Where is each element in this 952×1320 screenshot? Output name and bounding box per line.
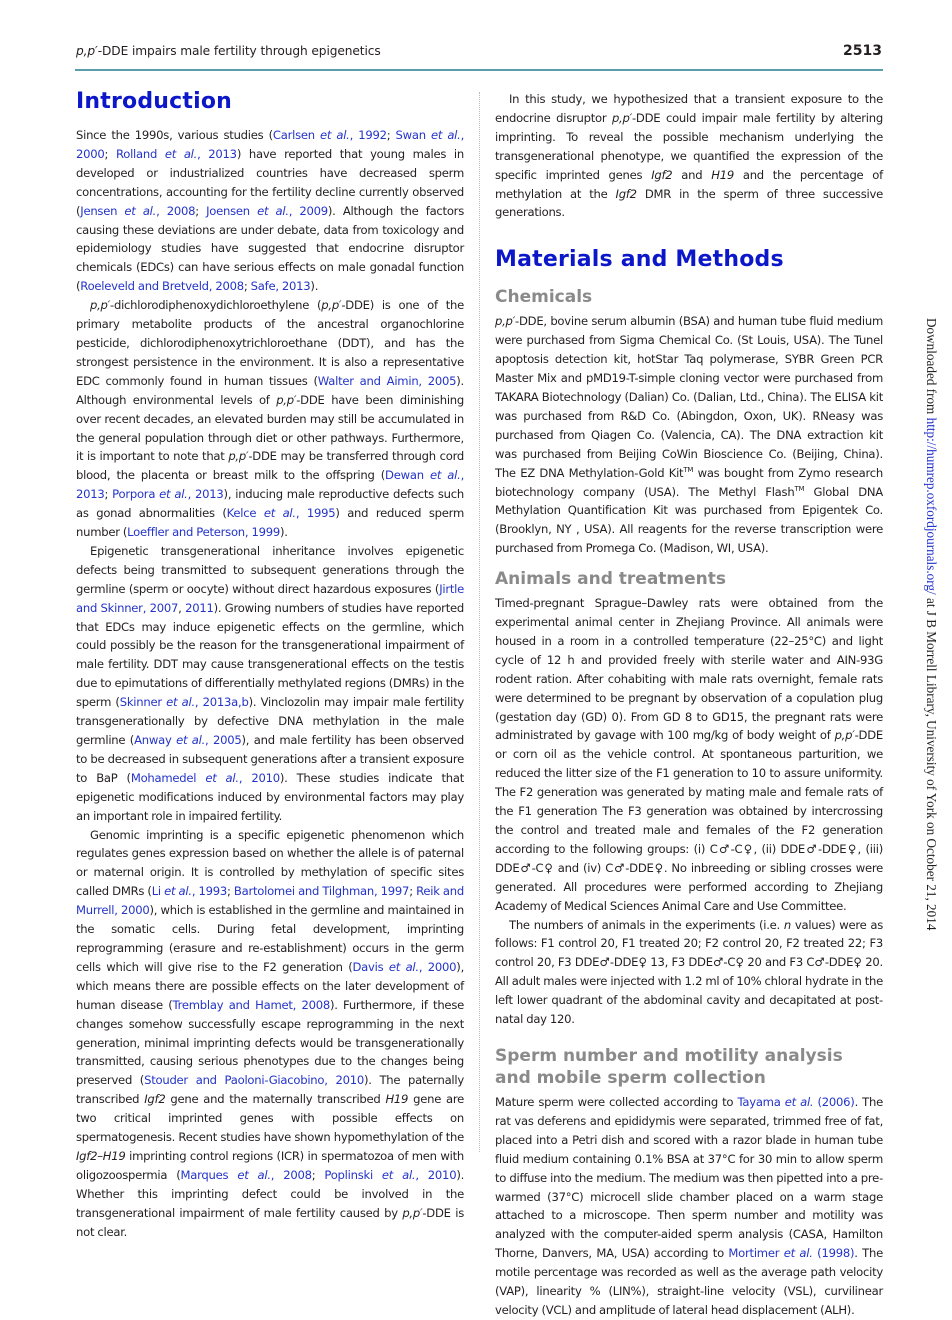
citation-link[interactable]: , 2013 bbox=[76, 468, 465, 502]
citation-link[interactable]: , 2008 bbox=[156, 203, 196, 218]
italic-term: p,p′ bbox=[834, 728, 855, 743]
download-note bbox=[923, 318, 939, 931]
citation-link[interactable]: , 2005 bbox=[205, 733, 242, 747]
sperm-analysis-paragraph bbox=[495, 1093, 883, 1320]
animals-section bbox=[495, 568, 883, 1029]
citation-link[interactable]: Roeleveld and Bretveld, 2008 bbox=[80, 279, 244, 294]
chemicals-section bbox=[495, 286, 883, 558]
italic-term: p,p′ bbox=[611, 110, 632, 125]
left-column bbox=[76, 86, 464, 1241]
text-run: and bbox=[672, 167, 712, 182]
text-run: ; bbox=[227, 884, 234, 899]
citation-link[interactable]: Jirtle and Skinner, 2007 bbox=[76, 581, 464, 615]
citation-link[interactable]: Jensen bbox=[80, 203, 125, 218]
citation-link[interactable]: , 2013 bbox=[187, 487, 224, 502]
citation-link[interactable]: Marques bbox=[180, 1167, 238, 1182]
text-run: Genomic imprinting is a specific epigenetic phenomenon which regulates genes expression based on whether the allele is of paternal or maternal origin. It is controlled by methylation of specific sites called DMRs ( bbox=[76, 827, 464, 899]
text-run: ). These studies indicate that epigenetic modifications induced by environmental factors may play an important role in impaired fertility. bbox=[76, 770, 465, 823]
text-run: -DDE could impair male fertility by altering imprinting. To reveal the possible mechanism underlying the transgenerational phenotype, we quantified the expression of the specific imprinted genes bbox=[495, 110, 883, 182]
italic-term: Igf2 bbox=[615, 186, 637, 201]
citation-link[interactable]: , 1993 bbox=[191, 884, 227, 899]
intro-paragraph-4 bbox=[76, 826, 464, 1242]
text-run: ). Although environmental levels of bbox=[76, 373, 464, 407]
citation-link[interactable]: Loeffler and Peterson, 1999 bbox=[127, 525, 280, 540]
running-head-compound: p,p′ bbox=[76, 44, 98, 58]
citation-link[interactable]: Mohamedel bbox=[130, 770, 206, 785]
citation-link[interactable]: , 2013 bbox=[197, 146, 237, 161]
text-run: Global DNA Methylation Quantification Kit was purchased from Epigentek Co. (Brooklyn, NY , USA). All reagents for the reverse transcription were purchased from Promega Co. (Madison, WI, USA). bbox=[495, 484, 883, 556]
text-run: Since the 1990s, various studies ( bbox=[76, 128, 273, 142]
text-run: ). Whether this imprinting defect could be involved in the transgenerational impairment of male fertility caused by bbox=[76, 1167, 465, 1220]
citation-link[interactable]: Kelce bbox=[226, 506, 264, 521]
citation-link[interactable]: Dewan bbox=[385, 468, 430, 483]
citation-link[interactable]: , 2010 bbox=[415, 1167, 457, 1182]
citation-link[interactable]: Safe, 2013 bbox=[250, 279, 311, 294]
text-run: ), which is established in the germline and maintained in the somatic cells. During fetal development, imprinting reprogramming (erasure and re-establishment) occurs in the germ cells which will give rise to the F2 generation ( bbox=[76, 903, 464, 974]
text-run: . The motile percentage was recorded as well as the average path velocity (VAP), linearity % (LIN%), straight-line velocity (VSL), curvilinear velocity (VCL) and amplitude of lateral head displacement (ALH). bbox=[495, 1246, 883, 1317]
citation-link[interactable]: et al. bbox=[257, 203, 289, 218]
chemicals-heading: Chemicals bbox=[495, 287, 593, 308]
italic-term: p,p′ bbox=[495, 314, 516, 329]
citation-link[interactable]: Carlsen bbox=[272, 128, 320, 142]
citation-link[interactable]: et al. bbox=[237, 1167, 271, 1182]
text-run: ). bbox=[310, 279, 319, 294]
text-run: ), inducing male reproductive defects such as gonad abnormalities ( bbox=[76, 487, 465, 521]
citation-link[interactable]: (2006) bbox=[813, 1094, 855, 1109]
introduction-heading: Introduction bbox=[76, 89, 233, 114]
citation-link[interactable]: et al. bbox=[159, 487, 188, 502]
citation-link[interactable]: Walter and Aimin, 2005 bbox=[317, 373, 457, 388]
citation-link[interactable]: et al. bbox=[164, 146, 198, 161]
text-run: , bbox=[178, 600, 186, 615]
citation-link[interactable]: et al. bbox=[320, 128, 350, 142]
page-number: 2513 bbox=[843, 43, 882, 59]
text-run: -DDE is not clear. bbox=[76, 1205, 464, 1239]
text-run: ; bbox=[104, 487, 113, 502]
text-run: ), and male fertility has been observed to be decreased in subsequent generations after a transient exposure to BaP ( bbox=[76, 733, 464, 785]
italic-term: H19 bbox=[102, 1148, 126, 1163]
header-rule bbox=[75, 69, 883, 71]
text-run: ). Furthermore, if these changes somehow successfully escape reprogramming in the next generation, minimal imprinting defects would be transgenerationally transmitted, causing serious phenotypes due to the changes being preserved ( bbox=[76, 997, 464, 1088]
text-run: ; bbox=[104, 146, 116, 161]
text-run: imprinting control regions (ICR) in spermatozoa of men with oligozoospermia ( bbox=[76, 1148, 464, 1182]
citation-link[interactable]: , 2013a,b bbox=[194, 695, 249, 710]
citation-link[interactable]: Anway bbox=[134, 733, 177, 747]
citation-link[interactable]: Poplinski bbox=[324, 1167, 382, 1182]
text-run: ), which means there are possible effects on the later development of human disease ( bbox=[76, 959, 465, 1012]
italic-term: H19 bbox=[385, 1092, 409, 1107]
chemicals-paragraph bbox=[495, 312, 883, 558]
text-run: ). Growing numbers of studies have reported that EDCs may induce epigenetic effects on the germline, which could possibly be the reason for the transgenerational impairment of male fertility. DDT may cause transgenerational effects on the testis due to epimutations of differentially methylated regions (DMRs) in the sperm ( bbox=[76, 600, 464, 710]
text-run: -DDE or corn oil as the vehicle control. At spontaneous parturition, we reduced the litter size of the F1 generation to 10 to assure uniformity. The F2 generation was generated by mating male and female rats of the F1 generation The F3 generation was obtained by intercrossing the control and treated male and females of the F2 generation according to the following groups: (i) C♂-C♀, (ii) DDE♂-DDE♀, (iii) DDE♂-C♀ and (iv) C♂-DDE♀. No inbreeding or sibling crosses were generated. All procedures were performed according to Zhejiang Academy of Medical Sciences Animal Care and Use Committee. bbox=[495, 728, 883, 913]
running-head-title: -DDE impairs male fertility through epigenetics bbox=[97, 44, 381, 58]
text-run: and the percentage of methylation at the bbox=[495, 167, 883, 201]
citation-link[interactable]: et al. bbox=[164, 884, 192, 899]
animals-heading: Animals and treatments bbox=[495, 569, 727, 590]
text-run: -DDE, bovine serum albumin (BSA) and human tube fluid medium were purchased from Sigma Chemical Co. (St Louis, USA). The Tunel apoptosis detection kit, hotStar Taq polymerase, SYBR Green PCR Master Mix and pMD19-T-simple cloning vector were purchased from TAKARA Biotechnology (Dalian) Co. (Dalian, Ltd., China). The ELISA kit was purchased from R&D Co. (Abingdon, Oxon, UK). RNeasy was purchased from Qiagen Co. (Valencia, CA). The DNA extraction kit was purchased from Beijing CoWin Bioscience Co. (Beijing, China). The EZ DNA Methylation-Gold Kit bbox=[495, 314, 883, 480]
italic-term: Igf2 bbox=[651, 167, 673, 182]
citation-link[interactable]: Swan bbox=[395, 128, 431, 142]
citation-link[interactable]: , 1995 bbox=[295, 506, 336, 521]
citation-link[interactable]: , 2008 bbox=[270, 1167, 312, 1182]
text-run: The numbers of animals in the experiments (i.e. bbox=[509, 917, 784, 932]
citation-link[interactable]: et al. bbox=[388, 959, 419, 974]
animals-paragraph-1 bbox=[495, 594, 883, 915]
text-run: values) were as follows: F1 control 20, F1 treated 20; F2 control 20, F2 treated 22; F3 control 20, F3 DDE♂-DDE♀ 13, F3 DDE♂-C♀ 20 and F3 C♂-DDE♀ 20. All adult males were injected with 1.2 ml of 10% chloral hydrate in the left lower quadrant of the abdominal cavity and decapitated at post-natal day 120. bbox=[495, 917, 884, 1027]
citation-link[interactable]: , 2009 bbox=[288, 203, 328, 218]
citation-link[interactable]: Li bbox=[151, 884, 165, 899]
text-run: -DDE have been diminishing over recent decades, an elevated burden may still be accumulated in the general population through diet or other pathways. Furthermore, it is important to note that bbox=[76, 392, 464, 464]
citation-link[interactable]: et al. bbox=[176, 733, 206, 747]
citation-link[interactable]: et al. bbox=[783, 1246, 813, 1261]
text-run: – bbox=[97, 1148, 103, 1163]
citation-link[interactable]: et al. bbox=[263, 506, 296, 521]
right-column bbox=[495, 86, 883, 1320]
intro-paragraph-3 bbox=[76, 542, 464, 826]
citation-link[interactable]: Bartolomei and Tilghman, 1997 bbox=[233, 884, 410, 899]
citation-link[interactable]: Porpora bbox=[112, 487, 160, 502]
citation-link[interactable]: Reik and Murrell, 2000 bbox=[76, 884, 464, 918]
text-run: ). Although the factors causing these deviations are under debate, data from toxicology and epidemiology studies have suggested that endocrine disruptor chemicals (EDCs) can have serious effects on male gonadal function ( bbox=[76, 203, 464, 294]
citation-link[interactable]: Tremblay and Hamet, 2008 bbox=[172, 997, 330, 1012]
citation-link[interactable]: Rolland bbox=[115, 146, 165, 161]
text-run: ; bbox=[386, 128, 396, 142]
text-run: gene are two critical imprinted genes with possible effects on spermatogenesis. Recent studies have shown hypomethylation of the bbox=[76, 1092, 464, 1145]
italic-term: H19 bbox=[711, 167, 734, 182]
citation-link[interactable]: et al. bbox=[381, 1167, 416, 1182]
text-run: Epigenetic transgenerational inheritance involves epigenetic defects being transmitted to subsequent generations through the germline (sperm or oocyte) without direct hazardous exposures ( bbox=[76, 543, 464, 596]
citation-link[interactable]: Skinner bbox=[119, 695, 167, 710]
italic-term: p,p′ bbox=[228, 449, 249, 464]
italic-term: Igf2 bbox=[76, 1148, 98, 1163]
text-run: ). Vinclozolin may impair male fertility transgenerationally by defective DNA methylation in the male germline ( bbox=[76, 695, 464, 747]
text-run: ) have reported that young males in developed or industrialized countries have decreased sperm concentrations, accounting for the fertility decline currently observed ( bbox=[76, 146, 464, 218]
text-run: In this study, we hypothesized that a transient exposure to the endocrine disruptor bbox=[495, 92, 883, 125]
citation-link[interactable]: 2011 bbox=[185, 600, 214, 615]
intro-paragraph-5 bbox=[495, 90, 883, 222]
citation-link[interactable]: (1998) bbox=[812, 1246, 855, 1261]
italic-term: p,p′ bbox=[321, 298, 342, 313]
text-run: -DDE) is one of the primary metabolite products of the ancestral organochlorine pesticide, dichlorodiphenoxytrichloroethane (DDT), and has the strongest persistence in the environment. It is also a representative EDC commonly found in human tissues ( bbox=[76, 298, 464, 388]
sperm-analysis-heading: Sperm number and motility analysis and mobile sperm collection bbox=[495, 1045, 843, 1088]
text-run: Mature sperm were collected according to bbox=[495, 1094, 738, 1109]
italic-term: n bbox=[783, 917, 791, 932]
text-run: ; bbox=[195, 203, 207, 218]
text-run: -dichlorodiphenoxydichloroethylene ( bbox=[110, 298, 322, 313]
methods-heading: Materials and Methods bbox=[495, 247, 784, 273]
text-run: ; bbox=[243, 279, 251, 294]
citation-link[interactable]: Tayama bbox=[737, 1094, 785, 1109]
text-run: -DDE may be transferred through cord blood, the placenta or breast milk to the offspring ( bbox=[76, 449, 464, 483]
citation-link[interactable]: Davis bbox=[352, 959, 389, 974]
citation-link[interactable]: Joensen bbox=[206, 203, 258, 218]
text-run: . The rat vas deferens and epididymis were separated, trimmed free of fat, placed into a Petri dish and scored with a razor blade in human tube fluid medium containing 0.1% BSA at 37°C for 30 min to allow sperm to diffuse into the medium. The medium was then pipetted into a pre-warmed (37°C) microcell slide chamber placed on a warm stage attached to a microscope. Then sperm number and motility was analyzed with the computer-aided sperm analysis (CASA, Hamilton Thorne, Danvers, MA, USA) according to bbox=[495, 1094, 883, 1261]
journal-url-link[interactable]: http://humrep.oxfordjournals.org/ bbox=[924, 417, 939, 595]
citation-link[interactable]: , 2000 bbox=[418, 959, 457, 974]
intro-paragraph-1 bbox=[76, 126, 464, 296]
introduction-body bbox=[76, 126, 464, 1241]
trademark-superscript: TM bbox=[794, 484, 805, 493]
text-run: ) and reduced sperm number ( bbox=[76, 506, 464, 540]
citation-link[interactable]: , 2010 bbox=[238, 770, 280, 785]
download-note-suffix: at J B Morrell Library, University of York on October 21, 2014 bbox=[924, 594, 939, 931]
animals-paragraph-2 bbox=[495, 916, 883, 1029]
trademark-superscript: TM bbox=[683, 465, 694, 474]
text-run: was bought from Zymo research biotechnology company (USA). The Methyl Flash bbox=[495, 465, 884, 499]
italic-term: Igf2 bbox=[144, 1092, 166, 1107]
citation-link[interactable]: et al. bbox=[124, 203, 157, 218]
column-separator bbox=[479, 92, 480, 1152]
citation-link[interactable]: et al. bbox=[205, 770, 239, 785]
citation-link[interactable]: et al. bbox=[430, 128, 461, 142]
citation-link[interactable]: et al. bbox=[429, 468, 461, 483]
text-run: Timed-pregnant Sprague–Dawley rats were obtained from the experimental animal center in Zhejiang Province. All animals were housed in a room in a controlled temperature (22–25°C) and light cycle of 12 h and provided freely with sterile water and AIN-93G rodent ration. After cohabiting with male rats overnight, female rats were determined to be pregnant by observation of a copulation plug (gestation day (GD) 0). From GD 8 to GD15, the pregnant rats were administrated by gavage with 100 mg/kg of body weight of bbox=[495, 596, 883, 743]
citation-link[interactable]: , 2000 bbox=[76, 128, 465, 161]
text-run: ; bbox=[409, 884, 417, 899]
citation-link[interactable]: Mortimer bbox=[728, 1246, 784, 1261]
citation-link[interactable]: et al. bbox=[784, 1094, 814, 1109]
text-run: DMR in the sperm of three successive generations. bbox=[495, 186, 883, 220]
italic-term: p,p′ bbox=[402, 1205, 423, 1220]
sperm-analysis-section bbox=[495, 1045, 883, 1320]
italic-term: p,p′ bbox=[276, 392, 297, 407]
intro-paragraph-2 bbox=[76, 296, 464, 542]
text-run: gene and the maternally transcribed bbox=[165, 1092, 386, 1107]
citation-link[interactable]: , 1992 bbox=[349, 128, 387, 142]
text-run: ; bbox=[311, 1167, 325, 1182]
running-head bbox=[76, 44, 381, 58]
download-note-prefix: Downloaded from bbox=[924, 318, 939, 418]
text-run: ). The paternally transcribed bbox=[76, 1073, 464, 1107]
italic-term: p,p′ bbox=[90, 298, 111, 313]
citation-link[interactable]: et al. bbox=[166, 695, 195, 710]
text-run: ). bbox=[279, 525, 288, 540]
citation-link[interactable]: Stouder and Paoloni-Giacobino, 2010 bbox=[144, 1073, 364, 1088]
